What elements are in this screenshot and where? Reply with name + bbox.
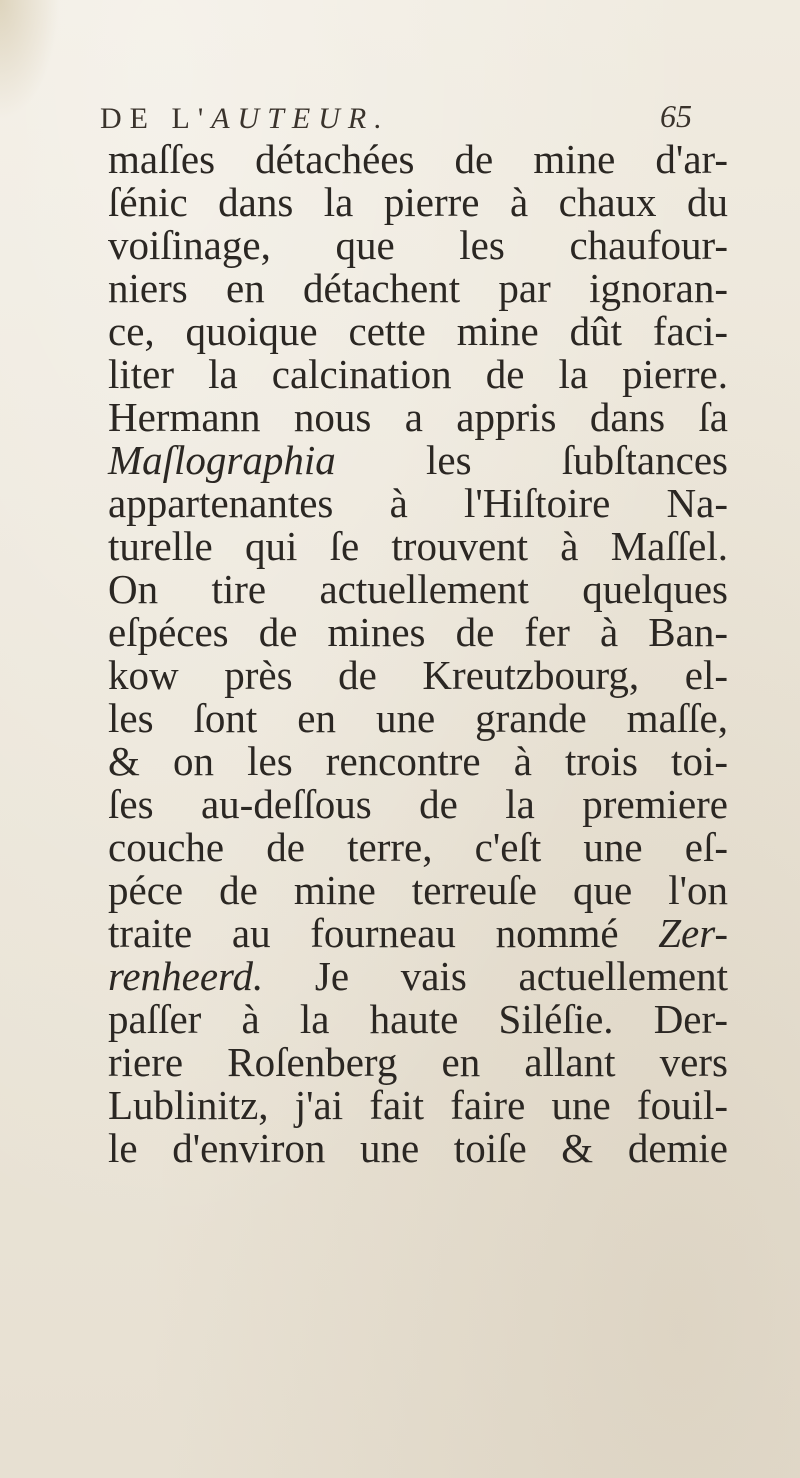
text-line — [108, 267, 728, 310]
text-segment: ce, quoique cette mine dût faci- — [108, 308, 728, 354]
text-line — [108, 697, 728, 740]
running-title-main: AUTEUR. — [211, 102, 390, 135]
text-line — [108, 525, 728, 568]
paper-stain — [0, 0, 60, 120]
text-line — [108, 869, 728, 912]
text-line — [108, 482, 728, 525]
text-segment: traite au fourneau nommé — [108, 910, 659, 956]
text-segment: ſénic dans la pierre à chaux du — [108, 179, 728, 225]
text-segment: paſſer à la haute Siléſie. Der- — [108, 996, 728, 1042]
text-segment: On tire actuellement quelques — [108, 566, 728, 612]
text-line — [108, 912, 728, 955]
text-segment: turelle qui ſe trouvent à Maſſel. — [108, 523, 728, 569]
body-text — [108, 138, 728, 1170]
text-segment: & on les rencontre à trois toi- — [108, 738, 728, 784]
text-line — [108, 955, 728, 998]
text-segment: Lublinitz, j'ai fait faire une fouil- — [108, 1082, 728, 1128]
text-line — [108, 568, 728, 611]
text-segment: appartenantes à l'Hiſtoire Na- — [108, 480, 728, 526]
text-line — [108, 654, 728, 697]
running-title — [100, 102, 390, 136]
text-line — [108, 1084, 728, 1127]
text-line — [108, 181, 728, 224]
text-line — [108, 611, 728, 654]
text-segment: péce de mine terreuſe que l'on — [108, 867, 728, 913]
text-segment: le d'environ une toiſe & demie — [108, 1125, 728, 1171]
text-line — [108, 224, 728, 267]
text-line — [108, 783, 728, 826]
italic-text-segment: Zer- — [658, 910, 728, 956]
text-segment: eſpéces de mines de fer à Ban- — [108, 609, 728, 655]
text-segment: Je vais actuellement — [263, 953, 728, 999]
italic-text-segment: renheerd. — [108, 953, 264, 999]
text-segment: Hermann nous a appris dans ſa — [108, 394, 728, 440]
text-line — [108, 1127, 728, 1170]
text-line — [108, 740, 728, 783]
text-line — [108, 353, 728, 396]
text-segment: les ſont en une grande maſſe, — [108, 695, 728, 741]
text-segment: liter la calcination de la pierre. — [108, 351, 728, 397]
text-segment: niers en détachent par ignoran- — [108, 265, 728, 311]
text-segment: les ſubſtances — [335, 437, 728, 483]
page-number: 65 — [660, 98, 692, 134]
text-segment: maſſes détachées de mine d'ar- — [108, 136, 728, 182]
text-segment: kow près de Kreutzbourg, el- — [108, 652, 728, 698]
text-line — [108, 439, 728, 482]
text-segment: riere Roſenberg en allant vers — [108, 1039, 728, 1085]
text-line — [108, 1041, 728, 1084]
text-segment: voiſinage, que les chaufour- — [108, 222, 728, 268]
text-line — [108, 310, 728, 353]
text-line — [108, 396, 728, 439]
text-segment: couche de terre, c'eſt une eſ- — [108, 824, 728, 870]
text-line — [108, 826, 728, 869]
italic-text-segment: Maſlographia — [108, 437, 336, 483]
text-line — [108, 998, 728, 1041]
text-segment: ſes au-deſſous de la premiere — [108, 781, 728, 827]
running-title-prefix: DE L' — [100, 102, 212, 135]
text-line — [108, 138, 728, 181]
